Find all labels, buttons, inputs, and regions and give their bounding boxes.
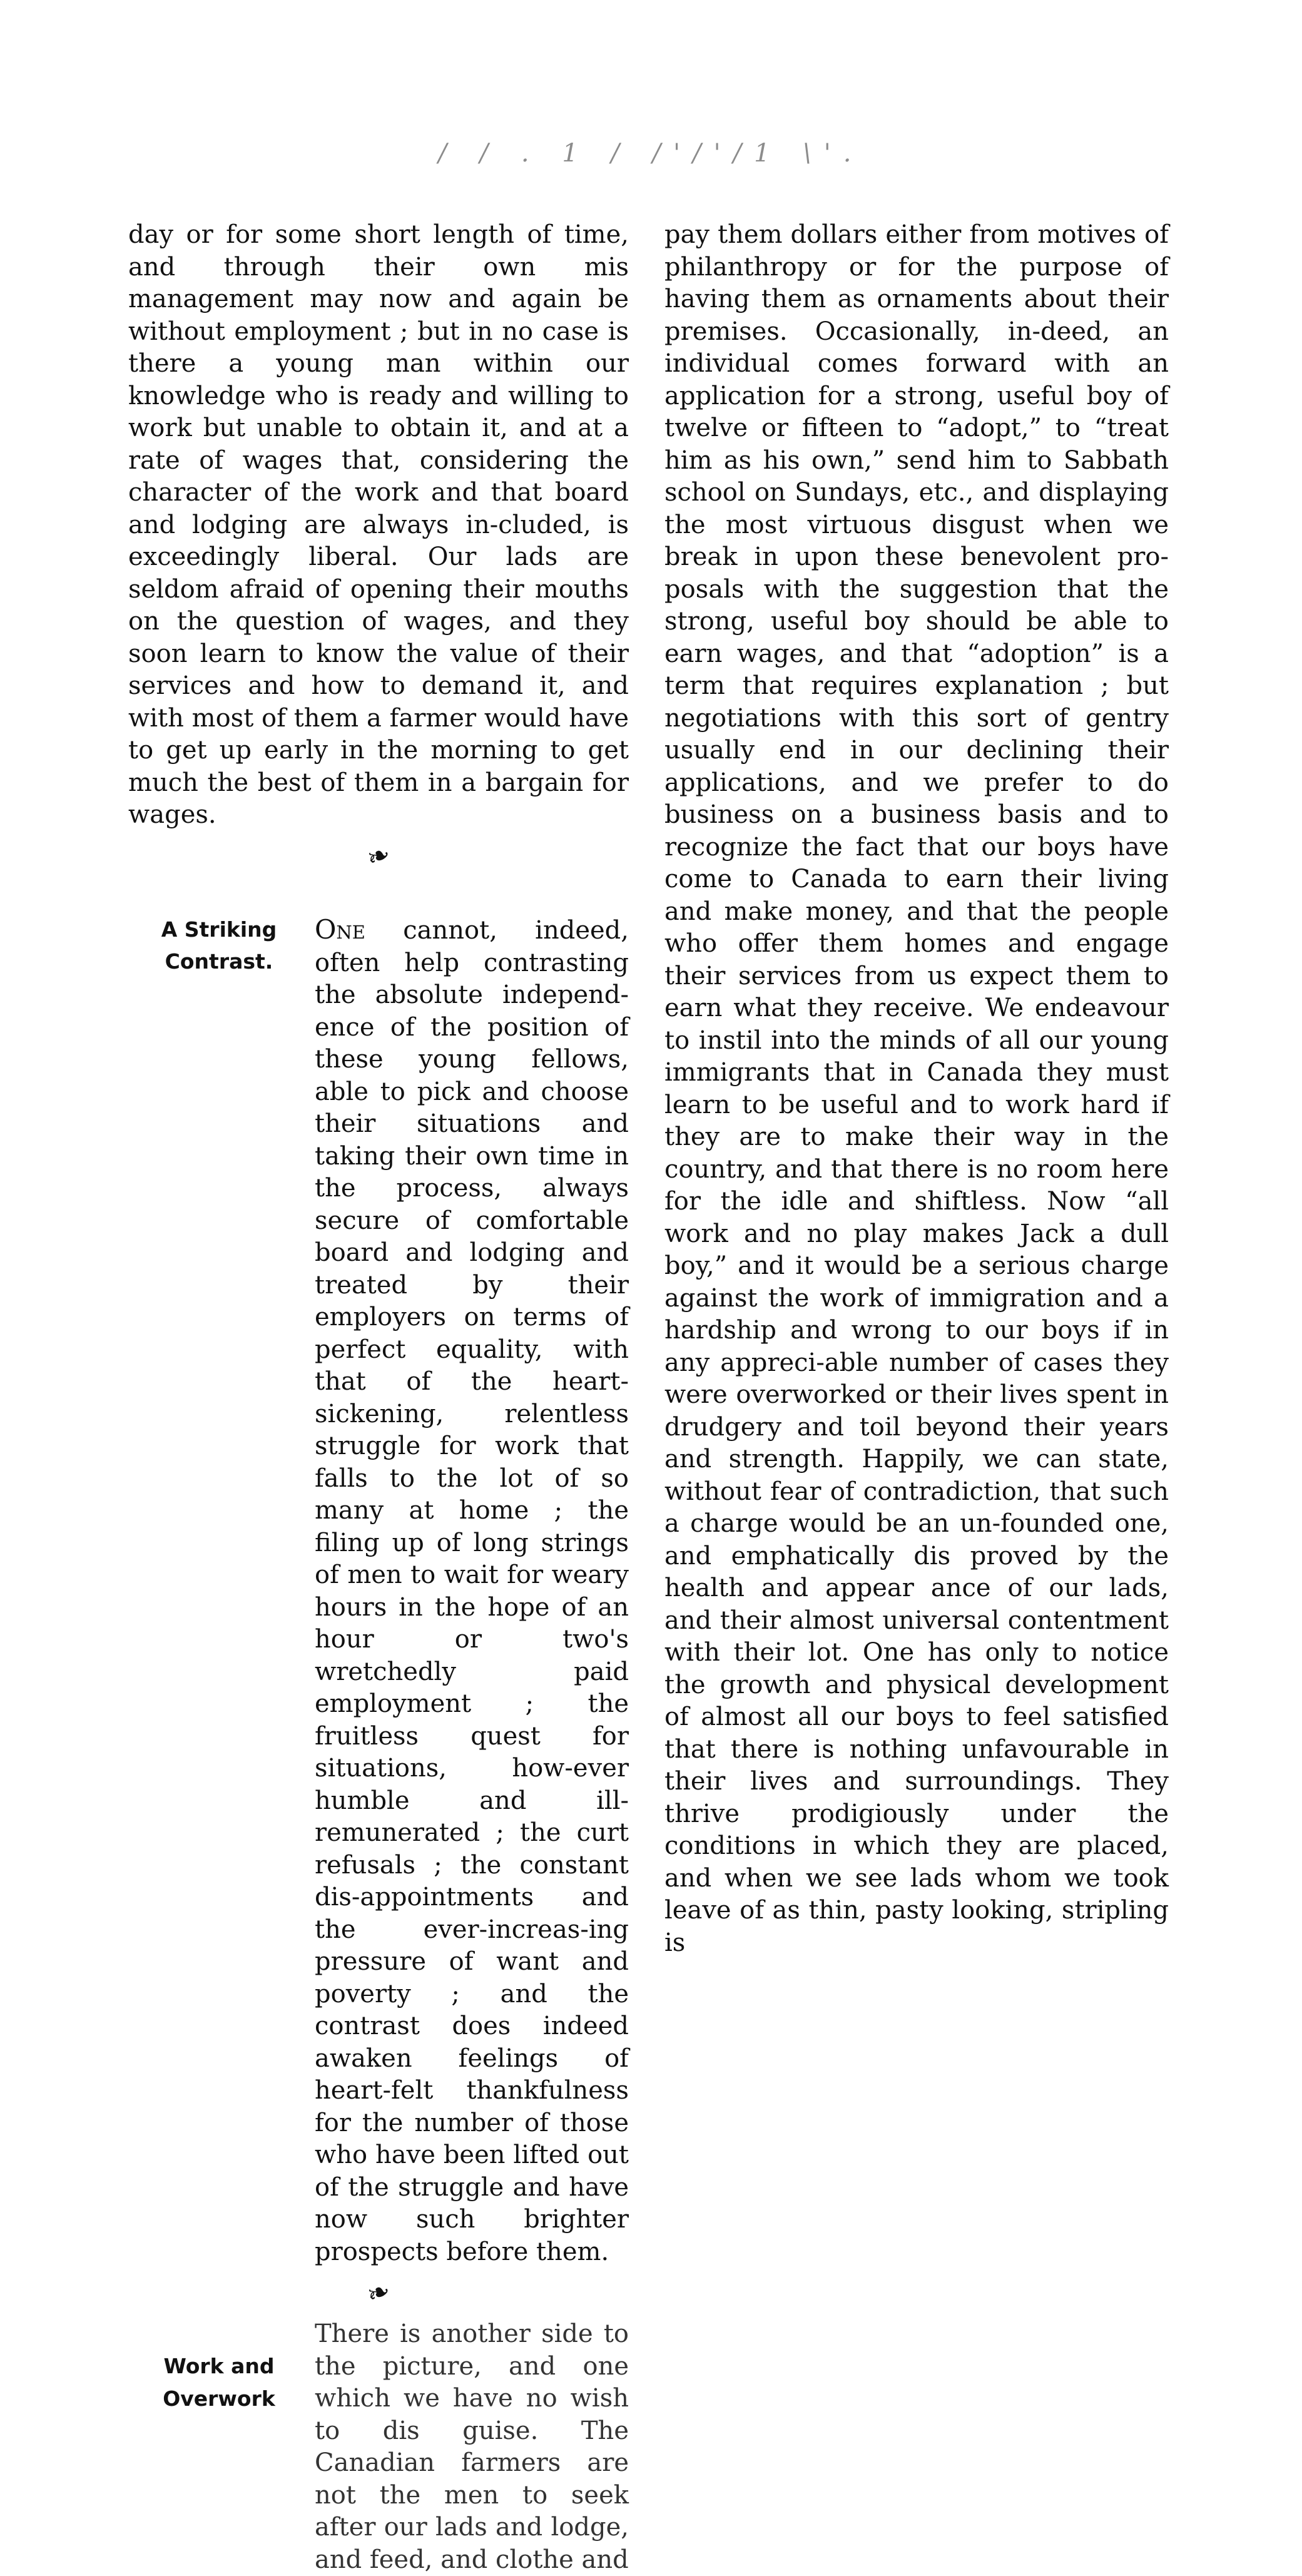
right-column [664, 219, 1169, 1959]
paragraph-wages: day or for some short length of time, and through their own mis management may now and again be without employment ; but in no case is there a young man within our knowledge who is ready and willing to work but unable to obtain it, and at a rate of wages that, considering the character of the work and that board and lodging are always in-cluded, is exceedingly liberal. Our lads are seldom afraid of opening their mouths on the question of wages, and they soon learn to know the value of their services and how to demand it, and with most of them a farmer would have to get up early in the morning to get much the best of them in a bargain for wages. [128, 220, 629, 829]
sidehead-striking-contrast: A Striking Contrast. [161, 917, 277, 974]
sidehead-work-and-overwork: Work and Overwork [163, 2354, 275, 2411]
contrast-text: cannot, indeed, often help contrasting the absolute independ-ence of the position of these young fellows, able to pick and choose their situations and taking their own time in the process, always secure of comfortable board and lodging and treated by their employers on terms of perfect equality, with that of the heart-sickening, relentless struggle for work that falls to the lot of so many at home ; the filing up of long strings of men to wait for weary hours in the hope of an hour or two's wretchedly paid employment ; the fruitless quest for situations, how-ever humble and ill-remunerated ; the curt refusals ; the constant dis-appointments and the ever-increas-ing pressure of want and poverty ; and the contrast does indeed awaken feelings of heart-felt thankfulness for the number of those who have been lifted out of the struggle and have now such brighter prospects before them. [315, 916, 629, 2266]
paragraph-contrast [128, 882, 629, 2269]
section-striking-contrast [128, 882, 629, 2269]
left-column [128, 219, 629, 2576]
fleuron-ornament-icon: ❧ [362, 2274, 395, 2312]
paragraph-right-column: pay them dollars either from motives of philanthropy or for the purpose of having them as ornaments about their premises. Occasionally, in-deed, an individual comes forward with an application for a strong, useful boy of twelve or fifteen to “adopt,” to “treat him as his own,” send him to Sabbath school on Sundays, etc., and displaying the most virtuous disgust when we break in upon these benevolent pro-posals with the suggestion that the strong, useful boy should be able to earn wages, and that “adoption” is a term that requires explanation ; but negotiations with this sort of gentry usually end in our declining their applications, and we prefer to do business on a business basis and to recognize the fact that our boys have come to Canada to earn their living and make money, and that the people who offer them homes and engage their services from us expect them to earn what they receive. We endeavour to instil into the minds of all our young immigrants that in Canada they must learn to be useful and to work hard if they are to make their way in the country, and that there is no room here for the idle and shiftless. Now “all work and no play makes Jack a dull boy,” and it would be a serious charge against the work of immigration and a hardship and wrong to our boys if in any appreci-able number of cases they were overworked or their lives spent in drudgery and toil beyond their years and strength. Happily, we can state, without fear of contradiction, that such a charge would be an un-founded one, and emphatically dis proved by the health and appear ance of our lads, and their almost universal contentment with their lot. One has only to notice the growth and physical development of almost all our boys to feel satisfied that there is nothing unfavourable in their lives and surroundings. They thrive prodigiously under the conditions in which they are placed, and when we see lads whom we took leave of as thin, pasty looking, stripling is [664, 220, 1169, 1957]
running-head: / / . 1 / /'/'/1 \'. [438, 139, 864, 168]
paragraph-work-overwork: There is another side to the picture, and one which we have no wish to dis guise. The Canadian farmers are not the men to seek after our lads and lodge, and feed, and clothe and [315, 2319, 629, 2574]
section-work-and-overwork [128, 2318, 629, 2576]
initial-word: One [315, 914, 365, 945]
fleuron-ornament-icon: ❧ [362, 837, 395, 875]
